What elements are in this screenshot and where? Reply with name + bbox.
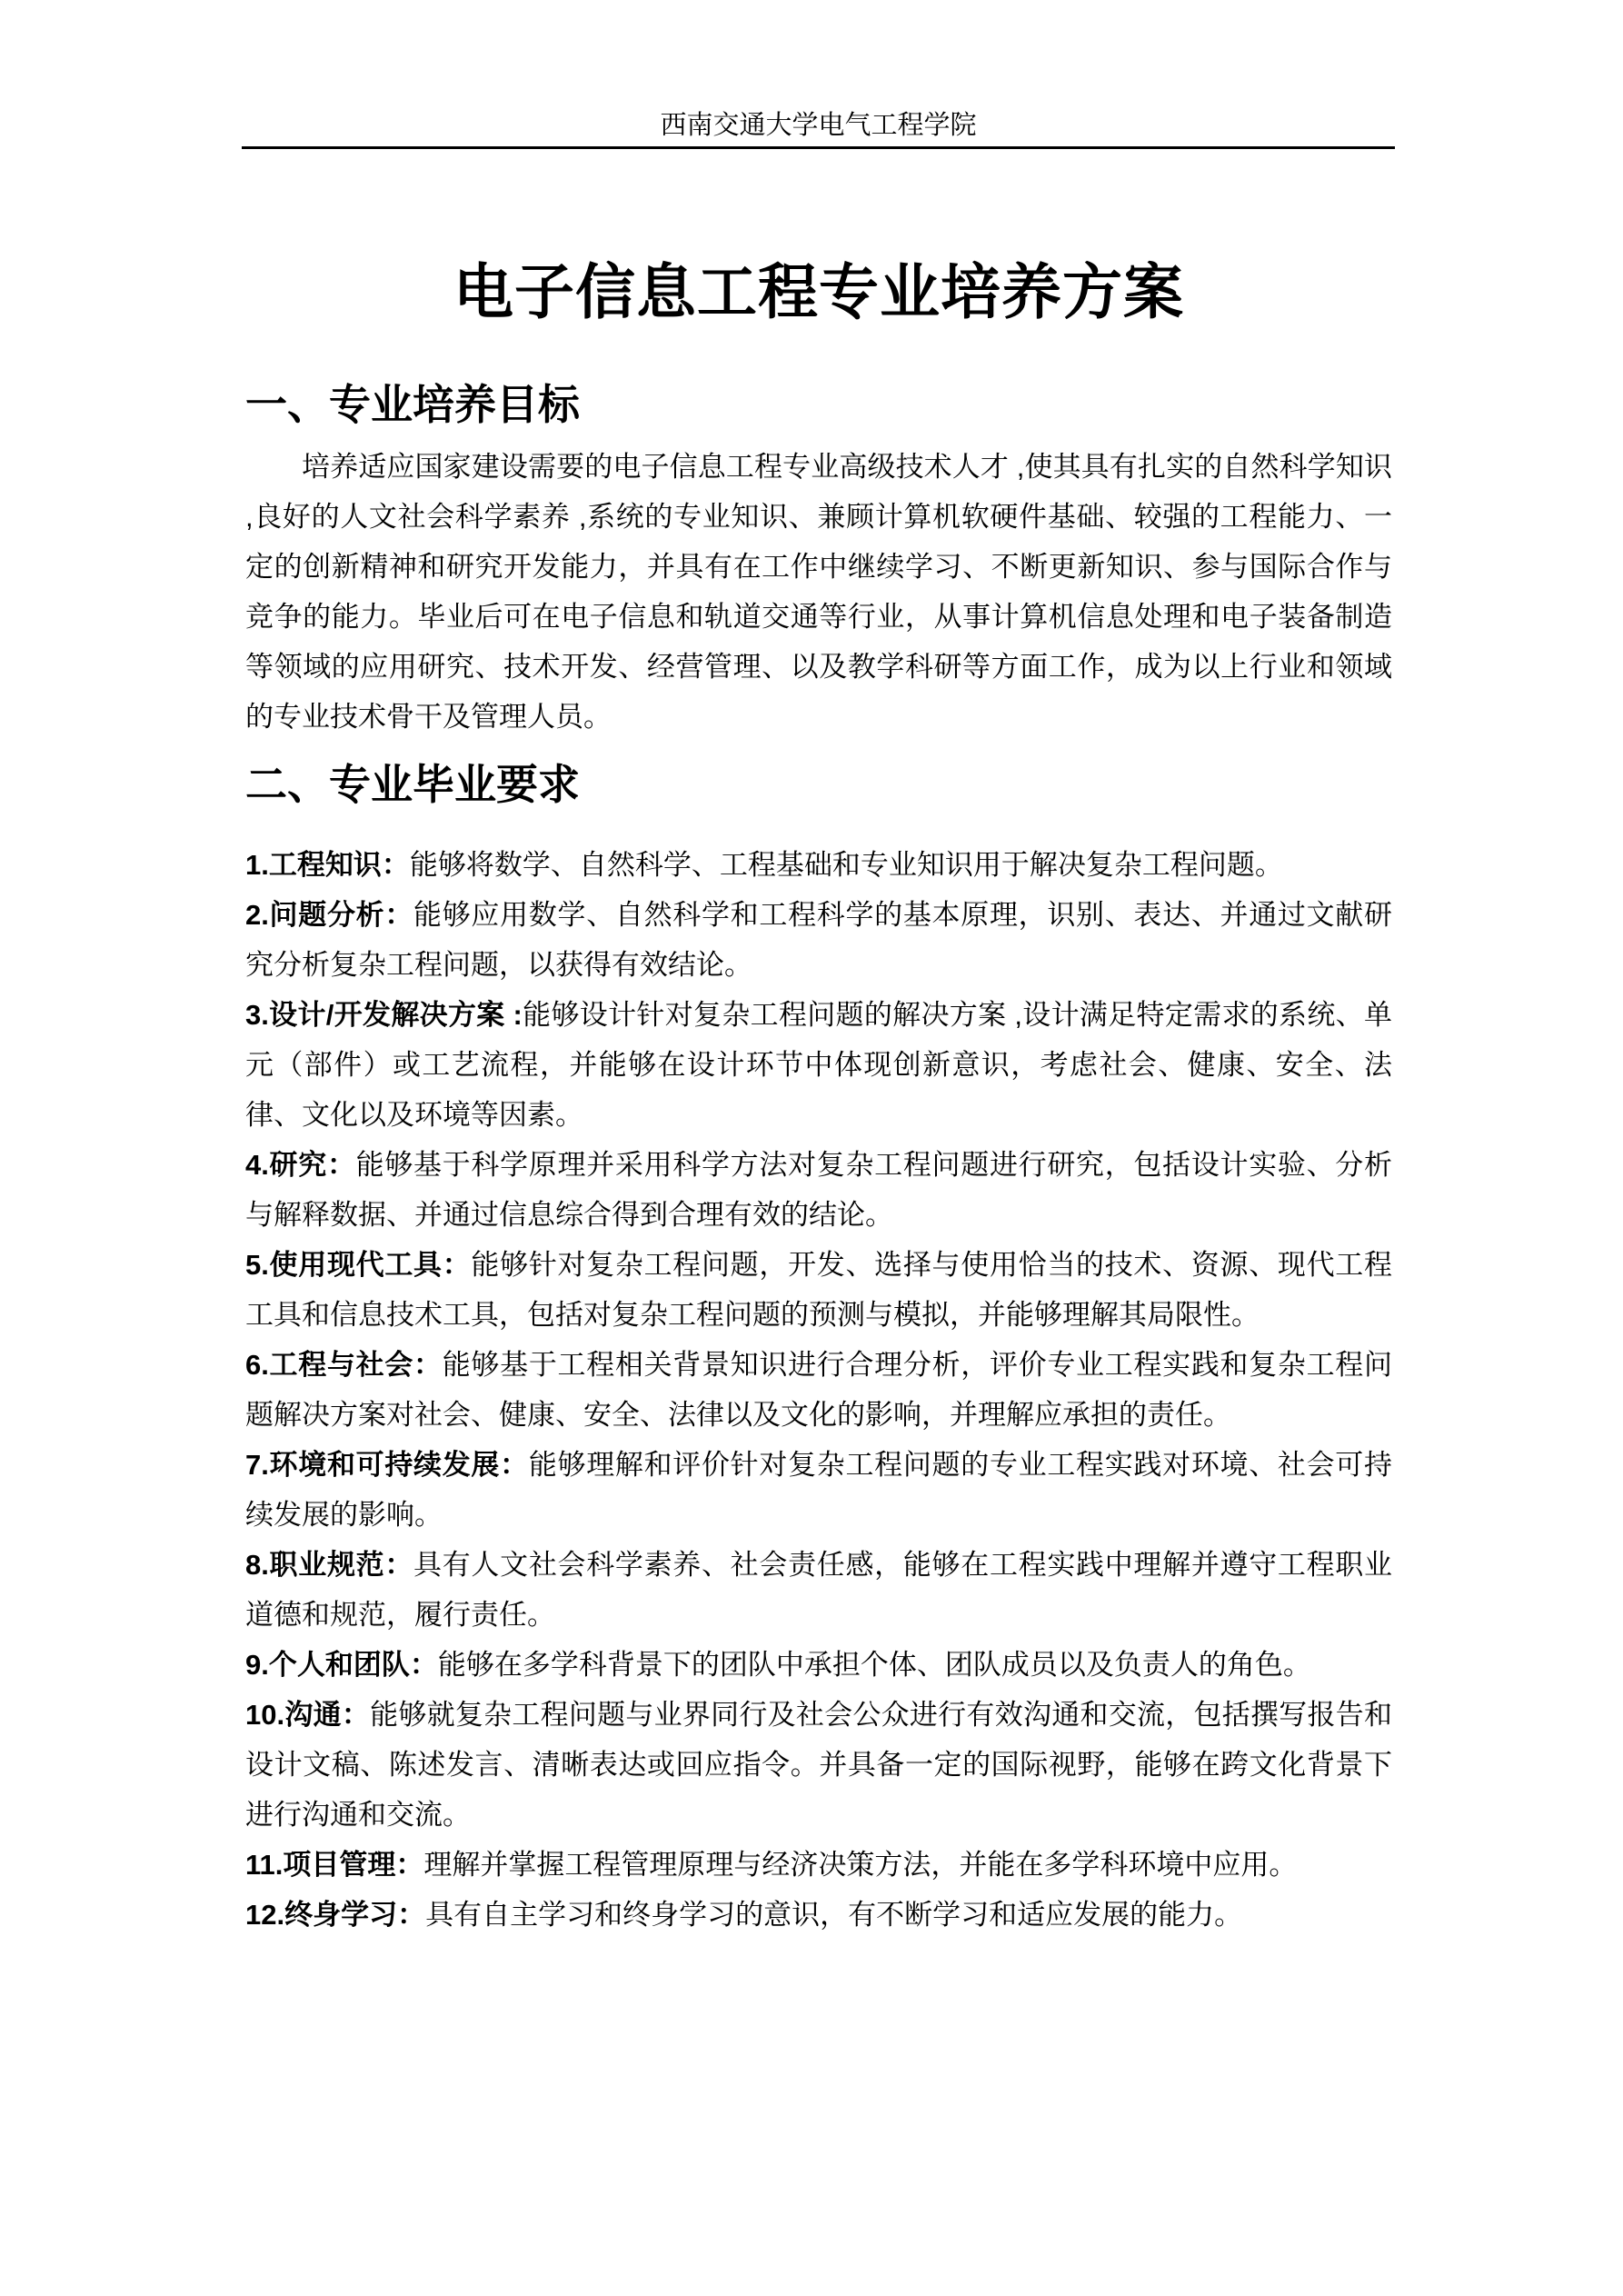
document-title: 电子信息工程专业培养方案: [453, 258, 1184, 326]
requirement-label: 8.职业规范：: [245, 1549, 414, 1582]
section-heading-graduation-requirements: 二、专业毕业要求: [245, 761, 580, 809]
requirement-text: 具有自主学习和终身学习的意识，有不断学习和适应发展的能力。: [425, 1899, 1243, 1932]
requirement-label: 1.工程知识：: [245, 849, 410, 882]
requirement-item: [245, 1690, 1392, 1840]
requirement-item: [245, 1540, 1392, 1640]
requirement-label: 10.沟通：: [245, 1699, 371, 1732]
requirement-text: 能够基于科学原理并采用科学方法对复杂工程问题进行研究，包括设计实验、分析与解释数据、并通过信息综合得到合理有效的结论。: [245, 1149, 1392, 1232]
requirement-text: 能够将数学、自然科学、工程基础和专业知识用于解决复杂工程问题。: [409, 849, 1283, 882]
requirement-text: 能够在多学科背景下的团队中承担个体、团队成员以及负责人的角色。: [437, 1649, 1311, 1682]
requirement-item: [245, 1240, 1392, 1340]
requirement-text: 能够基于工程相关背景知识进行合理分析，评价专业工程实践和复杂工程问题解决方案对社会、健康、安全、法律以及文化的影响，并理解应承担的责任。: [245, 1349, 1393, 1432]
requirement-label: 2.问题分析：: [245, 899, 414, 932]
requirement-label: 11.项目管理：: [245, 1849, 424, 1882]
requirement-item: [245, 1890, 1392, 1940]
requirement-item: [245, 1640, 1392, 1690]
requirements-list: [245, 840, 1392, 1940]
requirement-label: 9.个人和团队：: [245, 1649, 438, 1682]
requirement-label: 5.使用现代工具：: [245, 1249, 472, 1282]
requirement-text: 能够理解和评价针对复杂工程问题的专业工程实践对环境、社会可持续发展的影响。: [245, 1449, 1392, 1532]
requirement-item: [245, 1840, 1392, 1890]
requirement-label: 6.工程与社会：: [245, 1349, 443, 1382]
requirement-item: [245, 890, 1392, 990]
requirement-text: 能够就复杂工程问题与业界同行及社会公众进行有效沟通和交流，包括撰写报告和设计文稿、陈述发言、清晰表达或回应指令。并具备一定的国际视野，能够在跨文化背景下进行沟通和交流。: [245, 1699, 1392, 1832]
requirement-label: 4.研究：: [245, 1149, 356, 1182]
section-heading-training-objectives: 一、专业培养目标: [245, 381, 580, 429]
requirement-text: 能够应用数学、自然科学和工程科学的基本原理，识别、表达、并通过文献研究分析复杂工程问题，以获得有效结论。: [245, 899, 1392, 982]
requirement-text: 理解并掌握工程管理原理与经济决策方法，并能在多学科环境中应用。: [423, 1849, 1298, 1882]
document-body: [245, 258, 1393, 1940]
requirement-item: [245, 1440, 1392, 1540]
requirement-label: 12.终身学习：: [245, 1899, 426, 1932]
requirement-item: [245, 1340, 1392, 1440]
page-header: [242, 0, 1395, 149]
requirement-item: [245, 1140, 1392, 1240]
requirement-text: 能够设计针对复杂工程问题的解决方案 ,设计满足特定需求的系统、单元（部件）或工艺流程，并能够在设计环节中体现创新意识，考虑社会、健康、安全、法律、文化以及环境等因素。: [245, 999, 1392, 1132]
school-name: 西南交通大学电气工程学院: [660, 111, 977, 140]
training-objectives-paragraph: 培养适应国家建设需要的电子信息工程专业高级技术人才 ,使其具有扎实的自然科学知识 ,良好的人文社会科学素养 ,系统的专业知识、兼顾计算机软硬件基础、较强的工程能力、一定的创新精神和研究开发能力，并具有在工作中继续学习、不断更新知识、参与国际合作与竞争的能力。毕业后可在电子信息和轨道交通等行业，从事计算机信息处理和电子装备制造等领域的应用研究、技术开发、经营管理、以及教学科研等方面工作，成为以上行业和领域的专业技术骨干及管理人员。: [245, 451, 1392, 734]
requirement-text: 具有人文社会科学素养、社会责任感，能够在工程实践中理解并遵守工程职业道德和规范，履行责任。: [245, 1549, 1392, 1632]
requirement-item: [245, 840, 1392, 890]
requirement-label: 7.环境和可持续发展：: [245, 1449, 529, 1482]
requirement-text: 能够针对复杂工程问题，开发、选择与使用恰当的技术、资源、现代工程工具和信息技术工具，包括对复杂工程问题的预测与模拟，并能够理解其局限性。: [245, 1249, 1392, 1332]
requirement-label: 3.设计/开发解决方案 :: [245, 999, 523, 1032]
requirement-item: [245, 990, 1392, 1140]
